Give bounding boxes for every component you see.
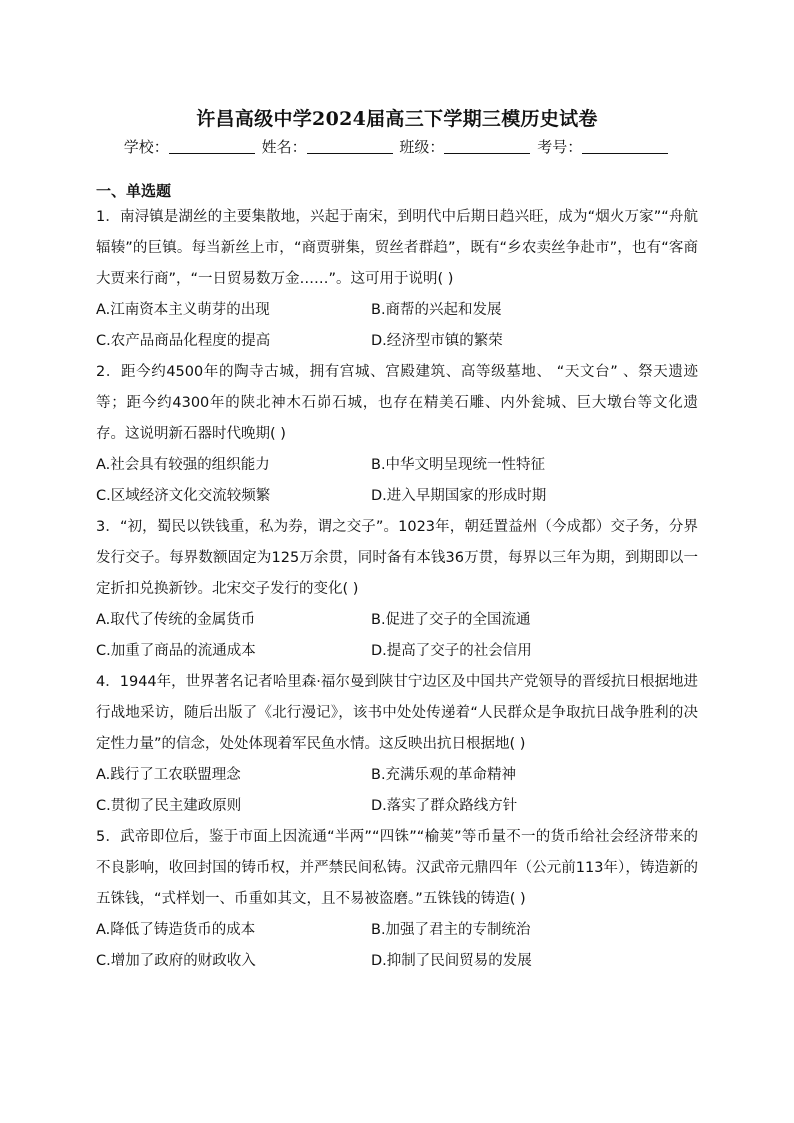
question-2 <box>96 357 698 512</box>
section-heading: 一、单选题 <box>96 182 172 200</box>
option-c[interactable]: C.区域经济文化交流较频繁 <box>96 488 271 504</box>
question-stem: 5．武帝即位后，鉴于市面上因流通“半两”“四铢”“榆荚”等币量不一的货币给社会经济带来的不良影响，收回封国的铸币权，并严禁民间私铸。汉武帝元鼎四年（公元前113年），铸造新的五铢钱，“式样划一、币重如其文，且不易被盗磨。”五铢钱的铸造( ) <box>96 829 698 907</box>
option-a[interactable]: A.取代了传统的金属货币 <box>96 612 256 628</box>
number-label: 考号： <box>537 138 583 156</box>
option-d[interactable]: D.提高了交子的社会信用 <box>371 643 532 659</box>
number-blank[interactable] <box>582 139 668 154</box>
option-a[interactable]: A.践行了工农联盟理念 <box>96 767 241 783</box>
option-group <box>96 450 698 512</box>
option-c[interactable]: C.增加了政府的财政收入 <box>96 953 256 969</box>
question-4 <box>96 667 698 822</box>
class-label: 班级： <box>399 138 445 156</box>
question-list <box>96 202 698 977</box>
option-group <box>96 760 698 822</box>
class-blank[interactable] <box>444 139 530 154</box>
question-3 <box>96 512 698 667</box>
option-b[interactable]: B.充满乐观的革命精神 <box>371 767 517 783</box>
school-label: 学校： <box>123 138 169 156</box>
exam-title: 许昌高级中学2024届高三下学期三模历史试卷 <box>196 108 598 130</box>
option-d[interactable]: D.落实了群众路线方针 <box>371 798 518 814</box>
option-c[interactable]: C.加重了商品的流通成本 <box>96 643 256 659</box>
option-c[interactable]: C.农产品商品化程度的提高 <box>96 333 271 349</box>
question-stem: 3．“初，蜀民以铁钱重，私为券，谓之交子”。1023年，朝廷置益州（今成都）交子务，分界发行交子。每界数额固定为125万余贯，同时备有本钱36万贯，每界以三年为期，到期即以一定折扣兑换新钞。北宋交子发行的变化( ) <box>96 519 698 597</box>
question-stem: 4．1944年，世界著名记者哈里森·福尔曼到陕甘宁边区及中国共产党领导的晋绥抗日根据地进行战地采访，随后出版了《北行漫记》，该书中处处传递着“人民群众是争取抗日战争胜利的决定性力量”的信念，处处体现着军民鱼水情。这反映出抗日根据地( ) <box>96 674 698 752</box>
question-stem: 2．距今约4500年的陶寺古城，拥有宫城、宫殿建筑、高等级墓地、 “天文台” 、祭天遗迹等；距今约4300年的陕北神木石峁石城，也存在精美石雕、内外瓮城、巨大墩台等文化遗存。这说明新石器时代晚期( ) <box>96 364 698 442</box>
student-info-line <box>0 136 794 157</box>
option-b[interactable]: B.促进了交子的全国流通 <box>371 612 531 628</box>
option-a[interactable]: A.江南资本主义萌芽的出现 <box>96 302 270 318</box>
option-d[interactable]: D.经济型市镇的繁荣 <box>371 333 503 349</box>
option-b[interactable]: B.中华文明呈现统一性特征 <box>371 457 546 473</box>
option-a[interactable]: A.降低了铸造货币的成本 <box>96 922 256 938</box>
option-group <box>96 605 698 667</box>
option-b[interactable]: B.加强了君主的专制统治 <box>371 922 531 938</box>
option-b[interactable]: B.商帮的兴起和发展 <box>371 302 502 318</box>
option-group <box>96 295 698 357</box>
question-stem: 1．南浔镇是湖丝的主要集散地，兴起于南宋，到明代中后期日趋兴旺，成为“烟火万家”“舟航辐辏”的巨镇。每当新丝上市，“商贾骈集，贸丝者群趋”，既有“乡农卖丝争赴市”，也有“客商大贾来行商”，“一日贸易数万金……”。这可用于说明( ) <box>96 209 698 287</box>
option-d[interactable]: D.进入早期国家的形成时期 <box>371 488 547 504</box>
option-a[interactable]: A.社会具有较强的组织能力 <box>96 457 270 473</box>
name-blank[interactable] <box>307 139 393 154</box>
option-group <box>96 915 698 977</box>
option-d[interactable]: D.抑制了民间贸易的发展 <box>371 953 532 969</box>
option-c[interactable]: C.贯彻了民主建政原则 <box>96 798 242 814</box>
name-label: 姓名： <box>261 138 307 156</box>
question-1 <box>96 202 698 357</box>
school-blank[interactable] <box>169 139 255 154</box>
question-5 <box>96 822 698 977</box>
